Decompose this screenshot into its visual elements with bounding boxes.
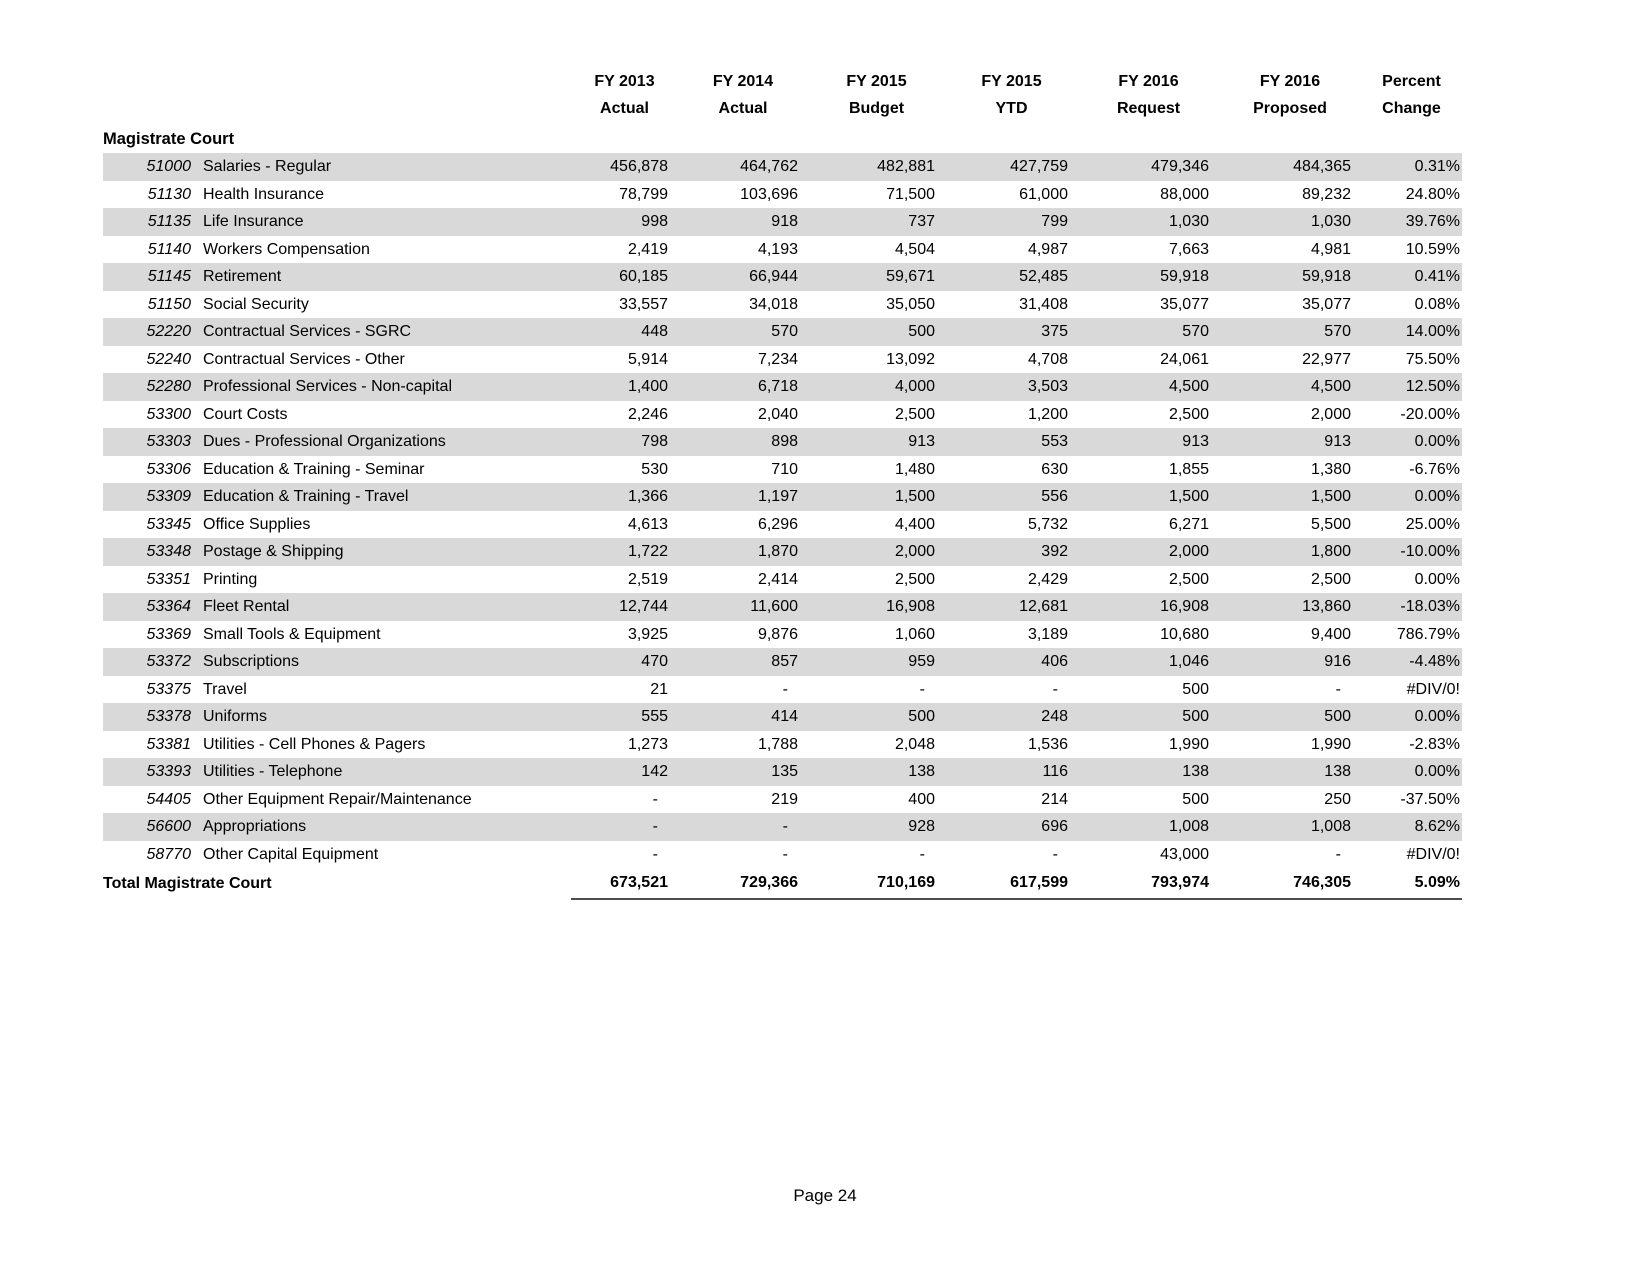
percent-change-cell: 10.59% xyxy=(1405,240,1460,258)
table-row xyxy=(103,786,1462,814)
amount-cell: 4,500 xyxy=(1078,373,1219,401)
account-name: Education & Training - Seminar xyxy=(203,460,425,478)
amount-cell: 484,365 xyxy=(1219,153,1361,181)
account-code: 53378 xyxy=(103,703,203,731)
amount-cell: 959 xyxy=(808,648,945,676)
account-code: 53300 xyxy=(146,405,191,423)
amount-cell: 1,990 xyxy=(1168,735,1209,753)
amount-cell: 414 xyxy=(678,703,808,731)
account-name: Retirement xyxy=(203,263,571,291)
code-column-header xyxy=(103,66,203,122)
amount-cell: 500 xyxy=(808,703,945,731)
column-header-line2: Actual xyxy=(600,100,649,117)
table-row xyxy=(103,758,1462,786)
amount-cell: 798 xyxy=(571,428,678,456)
amount-cell: 138 xyxy=(808,758,945,786)
budget-table xyxy=(103,66,1462,900)
table-row xyxy=(103,593,1462,621)
account-name: Appropriations xyxy=(203,813,571,841)
amount-cell: 2,414 xyxy=(757,570,798,588)
column-header-line1: FY 2015 xyxy=(846,73,907,90)
amount-cell: 11,600 xyxy=(678,593,808,621)
table-row xyxy=(103,621,1462,649)
amount-cell: 2,500 xyxy=(894,405,935,423)
account-code: 56600 xyxy=(103,813,203,841)
total-amount-cell: 617,599 xyxy=(945,868,1078,899)
account-code: 52280 xyxy=(103,373,203,401)
amount-cell: 3,189 xyxy=(1027,625,1068,643)
table-row xyxy=(103,813,1462,841)
amount-cell: 479,346 xyxy=(1078,153,1219,181)
percent-change-cell: 0.41% xyxy=(1361,263,1462,291)
table-row xyxy=(103,401,1462,429)
table-row xyxy=(103,566,1462,594)
account-name: Office Supplies xyxy=(203,515,311,533)
amount-cell: 2,429 xyxy=(1027,570,1068,588)
total-amount-cell: 793,974 xyxy=(1078,868,1219,899)
table-row xyxy=(103,181,1462,209)
account-code: 53348 xyxy=(103,538,203,566)
amount-cell: 66,944 xyxy=(678,263,808,291)
percent-change-cell: 0.31% xyxy=(1361,153,1462,181)
table-row xyxy=(103,236,1462,264)
amount-cell: 1,380 xyxy=(1310,460,1351,478)
percent-change-cell: -4.48% xyxy=(1361,648,1462,676)
account-code: 53369 xyxy=(146,625,191,643)
amount-cell: 1,855 xyxy=(1168,460,1209,478)
table-row xyxy=(103,648,1462,676)
percent-change-cell: -2.83% xyxy=(1409,735,1460,753)
amount-cell: 59,918 xyxy=(1219,263,1361,291)
table-row xyxy=(103,346,1462,374)
column-header xyxy=(1361,66,1462,122)
account-name: Travel xyxy=(203,680,247,698)
total-percent-cell: 5.09% xyxy=(1361,868,1462,899)
amount-cell: 2,000 xyxy=(1310,405,1351,423)
table-row xyxy=(103,703,1462,731)
column-header xyxy=(808,66,945,122)
column-header-line1: FY 2015 xyxy=(981,73,1042,90)
amount-cell: 1,030 xyxy=(1078,208,1219,236)
amount-cell: 570 xyxy=(1219,318,1361,346)
amount-cell: 1,273 xyxy=(627,735,668,753)
amount-cell: 1,197 xyxy=(678,483,808,511)
account-name: Salaries - Regular xyxy=(203,153,571,181)
amount-cell: 5,732 xyxy=(1027,515,1068,533)
account-code: 52220 xyxy=(103,318,203,346)
amount-cell: - xyxy=(919,680,925,698)
account-name: Contractual Services - Other xyxy=(203,350,405,368)
amount-cell: 12,681 xyxy=(945,593,1078,621)
account-name: Court Costs xyxy=(203,405,288,423)
amount-cell: - xyxy=(678,813,808,841)
amount-cell: 456,878 xyxy=(571,153,678,181)
amount-cell: 6,718 xyxy=(678,373,808,401)
amount-cell: 5,500 xyxy=(1310,515,1351,533)
total-row xyxy=(103,868,1462,899)
account-name: Workers Compensation xyxy=(203,240,370,258)
amount-cell: 555 xyxy=(571,703,678,731)
percent-change-cell: 0.00% xyxy=(1361,703,1462,731)
amount-cell: 248 xyxy=(945,703,1078,731)
account-code: 53381 xyxy=(146,735,191,753)
amount-cell: 553 xyxy=(945,428,1078,456)
table-row xyxy=(103,676,1462,704)
account-code: 53309 xyxy=(103,483,203,511)
percent-change-cell: 25.00% xyxy=(1405,515,1460,533)
amount-cell: 1,500 xyxy=(808,483,945,511)
percent-change-cell: 75.50% xyxy=(1405,350,1460,368)
amount-cell: 2,500 xyxy=(1310,570,1351,588)
amount-cell: 7,663 xyxy=(1168,240,1209,258)
total-label: Total Magistrate Court xyxy=(103,874,272,892)
percent-change-cell: 12.50% xyxy=(1361,373,1462,401)
account-code: 51000 xyxy=(103,153,203,181)
amount-cell: 2,500 xyxy=(894,570,935,588)
amount-cell: 214 xyxy=(1041,790,1068,808)
amount-cell: 34,018 xyxy=(749,295,798,313)
amount-cell: 530 xyxy=(641,460,668,478)
amount-cell: 392 xyxy=(945,538,1078,566)
account-code: 54405 xyxy=(146,790,191,808)
amount-cell: 22,977 xyxy=(1302,350,1351,368)
amount-cell: 142 xyxy=(571,758,678,786)
amount-cell: - xyxy=(1335,680,1341,698)
amount-cell: 138 xyxy=(1219,758,1361,786)
percent-change-cell: 24.80% xyxy=(1405,185,1460,203)
column-header xyxy=(945,66,1078,122)
amount-cell: - xyxy=(1052,680,1058,698)
amount-cell: 31,408 xyxy=(1019,295,1068,313)
amount-cell: 898 xyxy=(678,428,808,456)
amount-cell: 464,762 xyxy=(678,153,808,181)
amount-cell: 2,000 xyxy=(808,538,945,566)
table-row xyxy=(103,483,1462,511)
amount-cell: 4,000 xyxy=(808,373,945,401)
amount-cell: 427,759 xyxy=(945,153,1078,181)
amount-cell: 998 xyxy=(571,208,678,236)
account-name: Dues - Professional Organizations xyxy=(203,428,571,456)
amount-cell: 2,246 xyxy=(627,405,668,423)
table-row xyxy=(103,538,1462,566)
amount-cell: 500 xyxy=(1182,790,1209,808)
amount-cell: 3,503 xyxy=(945,373,1078,401)
amount-cell: 400 xyxy=(908,790,935,808)
column-header-line1: Percent xyxy=(1382,73,1441,90)
amount-cell: 250 xyxy=(1324,790,1351,808)
amount-cell: 1,060 xyxy=(894,625,935,643)
amount-cell: 59,671 xyxy=(808,263,945,291)
account-name: Social Security xyxy=(203,295,309,313)
amount-cell: 6,271 xyxy=(1168,515,1209,533)
percent-change-cell: 0.00% xyxy=(1361,758,1462,786)
percent-change-cell: -37.50% xyxy=(1400,790,1460,808)
amount-cell: 500 xyxy=(1182,680,1209,698)
amount-cell: 570 xyxy=(678,318,808,346)
account-code: 53303 xyxy=(103,428,203,456)
section-title-row xyxy=(103,122,1462,153)
amount-cell: - xyxy=(652,790,658,808)
amount-cell: - xyxy=(1335,845,1341,863)
percent-change-cell: 8.62% xyxy=(1361,813,1462,841)
percent-change-cell: 0.08% xyxy=(1414,295,1460,313)
account-name: Printing xyxy=(203,570,258,588)
table-row xyxy=(103,456,1462,484)
amount-cell: 61,000 xyxy=(1019,185,1068,203)
amount-cell: 35,050 xyxy=(886,295,935,313)
account-code: 51135 xyxy=(103,208,203,236)
percent-change-cell: -6.76% xyxy=(1409,460,1460,478)
amount-cell: 1,030 xyxy=(1219,208,1361,236)
amount-cell: 1,008 xyxy=(1219,813,1361,841)
amount-cell: 2,048 xyxy=(894,735,935,753)
amount-cell: 5,914 xyxy=(627,350,668,368)
amount-cell: 857 xyxy=(678,648,808,676)
amount-cell: 9,876 xyxy=(757,625,798,643)
percent-change-cell: #DIV/0! xyxy=(1406,845,1460,863)
table-row xyxy=(103,731,1462,759)
account-code: 51145 xyxy=(103,263,203,291)
total-amount-cell: 673,521 xyxy=(571,868,678,899)
account-name: Utilities - Cell Phones & Pagers xyxy=(203,735,426,753)
amount-cell: 4,400 xyxy=(894,515,935,533)
percent-change-cell: 0.00% xyxy=(1414,570,1460,588)
amount-cell: 1,500 xyxy=(1078,483,1219,511)
amount-cell: 2,500 xyxy=(1168,570,1209,588)
amount-cell: 500 xyxy=(1219,703,1361,731)
total-amount-cell: 729,366 xyxy=(678,868,808,899)
amount-cell: 7,234 xyxy=(757,350,798,368)
amount-cell: 916 xyxy=(1219,648,1361,676)
account-code: 51140 xyxy=(147,240,191,258)
table-row xyxy=(103,841,1462,869)
amount-cell: 482,881 xyxy=(808,153,945,181)
amount-cell: 10,680 xyxy=(1160,625,1209,643)
account-name: Subscriptions xyxy=(203,648,571,676)
amount-cell: 1,400 xyxy=(571,373,678,401)
table-row xyxy=(103,511,1462,539)
account-code: 53351 xyxy=(146,570,191,588)
amount-cell: 9,400 xyxy=(1310,625,1351,643)
amount-cell: 928 xyxy=(808,813,945,841)
amount-cell: 406 xyxy=(945,648,1078,676)
amount-cell: 4,504 xyxy=(894,240,935,258)
column-header-line2: Actual xyxy=(718,100,768,117)
amount-cell: 1,480 xyxy=(894,460,935,478)
amount-cell: 13,092 xyxy=(886,350,935,368)
amount-cell: 630 xyxy=(1041,460,1068,478)
account-name: Education & Training - Travel xyxy=(203,483,571,511)
account-code: 53375 xyxy=(146,680,191,698)
table-row xyxy=(103,153,1462,181)
amount-cell: 35,077 xyxy=(1160,295,1209,313)
amount-cell: 710 xyxy=(771,460,798,478)
amount-cell: 71,500 xyxy=(886,185,935,203)
column-header-line1: FY 2016 xyxy=(1118,73,1179,90)
account-name: Utilities - Telephone xyxy=(203,758,571,786)
amount-cell: - xyxy=(571,813,678,841)
table-body xyxy=(103,153,1462,899)
amount-cell: 6,296 xyxy=(757,515,798,533)
account-code: 51130 xyxy=(147,185,191,203)
amount-cell: 3,925 xyxy=(627,625,668,643)
amount-cell: 13,860 xyxy=(1219,593,1361,621)
percent-change-cell: -18.03% xyxy=(1361,593,1462,621)
amount-cell: 16,908 xyxy=(808,593,945,621)
total-amount-cell: 746,305 xyxy=(1219,868,1361,899)
amount-cell: 35,077 xyxy=(1302,295,1351,313)
amount-cell: 470 xyxy=(571,648,678,676)
account-name: Postage & Shipping xyxy=(203,538,571,566)
percent-change-cell: 0.00% xyxy=(1361,483,1462,511)
account-name: Fleet Rental xyxy=(203,593,571,621)
percent-change-cell: 0.00% xyxy=(1361,428,1462,456)
amount-cell: 1,200 xyxy=(1027,405,1068,423)
amount-cell: 135 xyxy=(678,758,808,786)
amount-cell: 138 xyxy=(1078,758,1219,786)
total-amount-cell: 710,169 xyxy=(808,868,945,899)
amount-cell: 43,000 xyxy=(1160,845,1209,863)
column-header-line1: FY 2016 xyxy=(1259,73,1321,90)
amount-cell: 1,800 xyxy=(1219,538,1361,566)
amount-cell: - xyxy=(782,680,788,698)
amount-cell: 2,000 xyxy=(1078,538,1219,566)
account-name: Uniforms xyxy=(203,703,571,731)
amount-cell: 799 xyxy=(945,208,1078,236)
account-code: 51150 xyxy=(147,295,191,313)
amount-cell: 78,799 xyxy=(619,185,668,203)
column-header-line2: Budget xyxy=(848,100,905,117)
account-code: 53306 xyxy=(146,460,191,478)
amount-cell: 116 xyxy=(945,758,1078,786)
amount-cell: 913 xyxy=(1078,428,1219,456)
amount-cell: 1,990 xyxy=(1310,735,1351,753)
amount-cell: - xyxy=(782,845,788,863)
column-header-line1: FY 2013 xyxy=(594,73,655,90)
amount-cell: 1,046 xyxy=(1078,648,1219,676)
amount-cell: 16,908 xyxy=(1078,593,1219,621)
amount-cell: 1,722 xyxy=(571,538,678,566)
table-head xyxy=(103,66,1462,153)
account-name: Contractual Services - SGRC xyxy=(203,318,571,346)
amount-cell: 24,061 xyxy=(1160,350,1209,368)
page-number: Page 24 xyxy=(793,1186,857,1205)
amount-cell: 918 xyxy=(678,208,808,236)
table-row xyxy=(103,208,1462,236)
amount-cell: 4,708 xyxy=(1027,350,1068,368)
amount-cell: 33,557 xyxy=(619,295,668,313)
amount-cell: 448 xyxy=(571,318,678,346)
table-row xyxy=(103,318,1462,346)
amount-cell: 737 xyxy=(808,208,945,236)
column-header xyxy=(1078,66,1219,122)
amount-cell: 4,500 xyxy=(1219,373,1361,401)
amount-cell: 59,918 xyxy=(1078,263,1219,291)
amount-cell: 2,419 xyxy=(627,240,668,258)
amount-cell: 88,000 xyxy=(1160,185,1209,203)
amount-cell: 913 xyxy=(1219,428,1361,456)
percent-change-cell: -20.00% xyxy=(1400,405,1460,423)
table-header-row xyxy=(103,66,1462,122)
percent-change-cell: #DIV/0! xyxy=(1406,680,1460,698)
account-code: 53393 xyxy=(103,758,203,786)
amount-cell: 1,870 xyxy=(678,538,808,566)
amount-cell: 1,008 xyxy=(1078,813,1219,841)
account-name: Small Tools & Equipment xyxy=(203,625,381,643)
column-header xyxy=(571,66,678,122)
amount-cell: 556 xyxy=(945,483,1078,511)
column-header-line1: FY 2014 xyxy=(712,73,774,90)
amount-cell: 2,500 xyxy=(1168,405,1209,423)
table-row xyxy=(103,373,1462,401)
amount-cell: 500 xyxy=(1078,703,1219,731)
column-header xyxy=(1219,66,1361,122)
account-name: Health Insurance xyxy=(203,185,324,203)
amount-cell: 913 xyxy=(808,428,945,456)
amount-cell: 4,987 xyxy=(1027,240,1068,258)
description-column-header xyxy=(203,66,571,122)
amount-cell: 1,788 xyxy=(757,735,798,753)
amount-cell: 2,519 xyxy=(627,570,668,588)
amount-cell: 1,366 xyxy=(571,483,678,511)
amount-cell: - xyxy=(919,845,925,863)
account-code: 58770 xyxy=(146,845,191,863)
account-code: 52240 xyxy=(146,350,191,368)
account-name: Other Equipment Repair/Maintenance xyxy=(203,790,472,808)
account-name: Life Insurance xyxy=(203,208,571,236)
section-title: Magistrate Court xyxy=(103,130,235,148)
percent-change-cell: 39.76% xyxy=(1361,208,1462,236)
percent-change-cell: 786.79% xyxy=(1396,625,1460,643)
amount-cell: 500 xyxy=(808,318,945,346)
amount-cell: 1,500 xyxy=(1219,483,1361,511)
column-header-line2: YTD xyxy=(995,100,1028,117)
amount-cell: 696 xyxy=(945,813,1078,841)
amount-cell: 21 xyxy=(650,680,668,698)
account-code: 53364 xyxy=(103,593,203,621)
account-name: Other Capital Equipment xyxy=(203,845,379,863)
amount-cell: 375 xyxy=(945,318,1078,346)
amount-cell: 4,193 xyxy=(757,240,798,258)
column-header-line2: Request xyxy=(1116,100,1181,117)
account-name: Professional Services - Non-capital xyxy=(203,373,571,401)
amount-cell: 1,536 xyxy=(1027,735,1068,753)
amount-cell: - xyxy=(1052,845,1058,863)
amount-cell: 52,485 xyxy=(945,263,1078,291)
amount-cell: 2,040 xyxy=(757,405,798,423)
amount-cell: 4,613 xyxy=(627,515,668,533)
amount-cell: 219 xyxy=(771,790,798,808)
column-header xyxy=(678,66,808,122)
amount-cell: 4,981 xyxy=(1310,240,1351,258)
account-code: 53345 xyxy=(146,515,191,533)
amount-cell: 12,744 xyxy=(571,593,678,621)
table-row xyxy=(103,263,1462,291)
table-row xyxy=(103,428,1462,456)
table-row xyxy=(103,291,1462,319)
amount-cell: 60,185 xyxy=(571,263,678,291)
amount-cell: 89,232 xyxy=(1302,185,1351,203)
column-header-line2: Change xyxy=(1382,100,1441,117)
amount-cell: - xyxy=(652,845,658,863)
amount-cell: 570 xyxy=(1078,318,1219,346)
column-header-line2: Proposed xyxy=(1253,100,1327,117)
amount-cell: 103,696 xyxy=(740,185,798,203)
percent-change-cell: -10.00% xyxy=(1361,538,1462,566)
percent-change-cell: 14.00% xyxy=(1361,318,1462,346)
account-code: 53372 xyxy=(103,648,203,676)
